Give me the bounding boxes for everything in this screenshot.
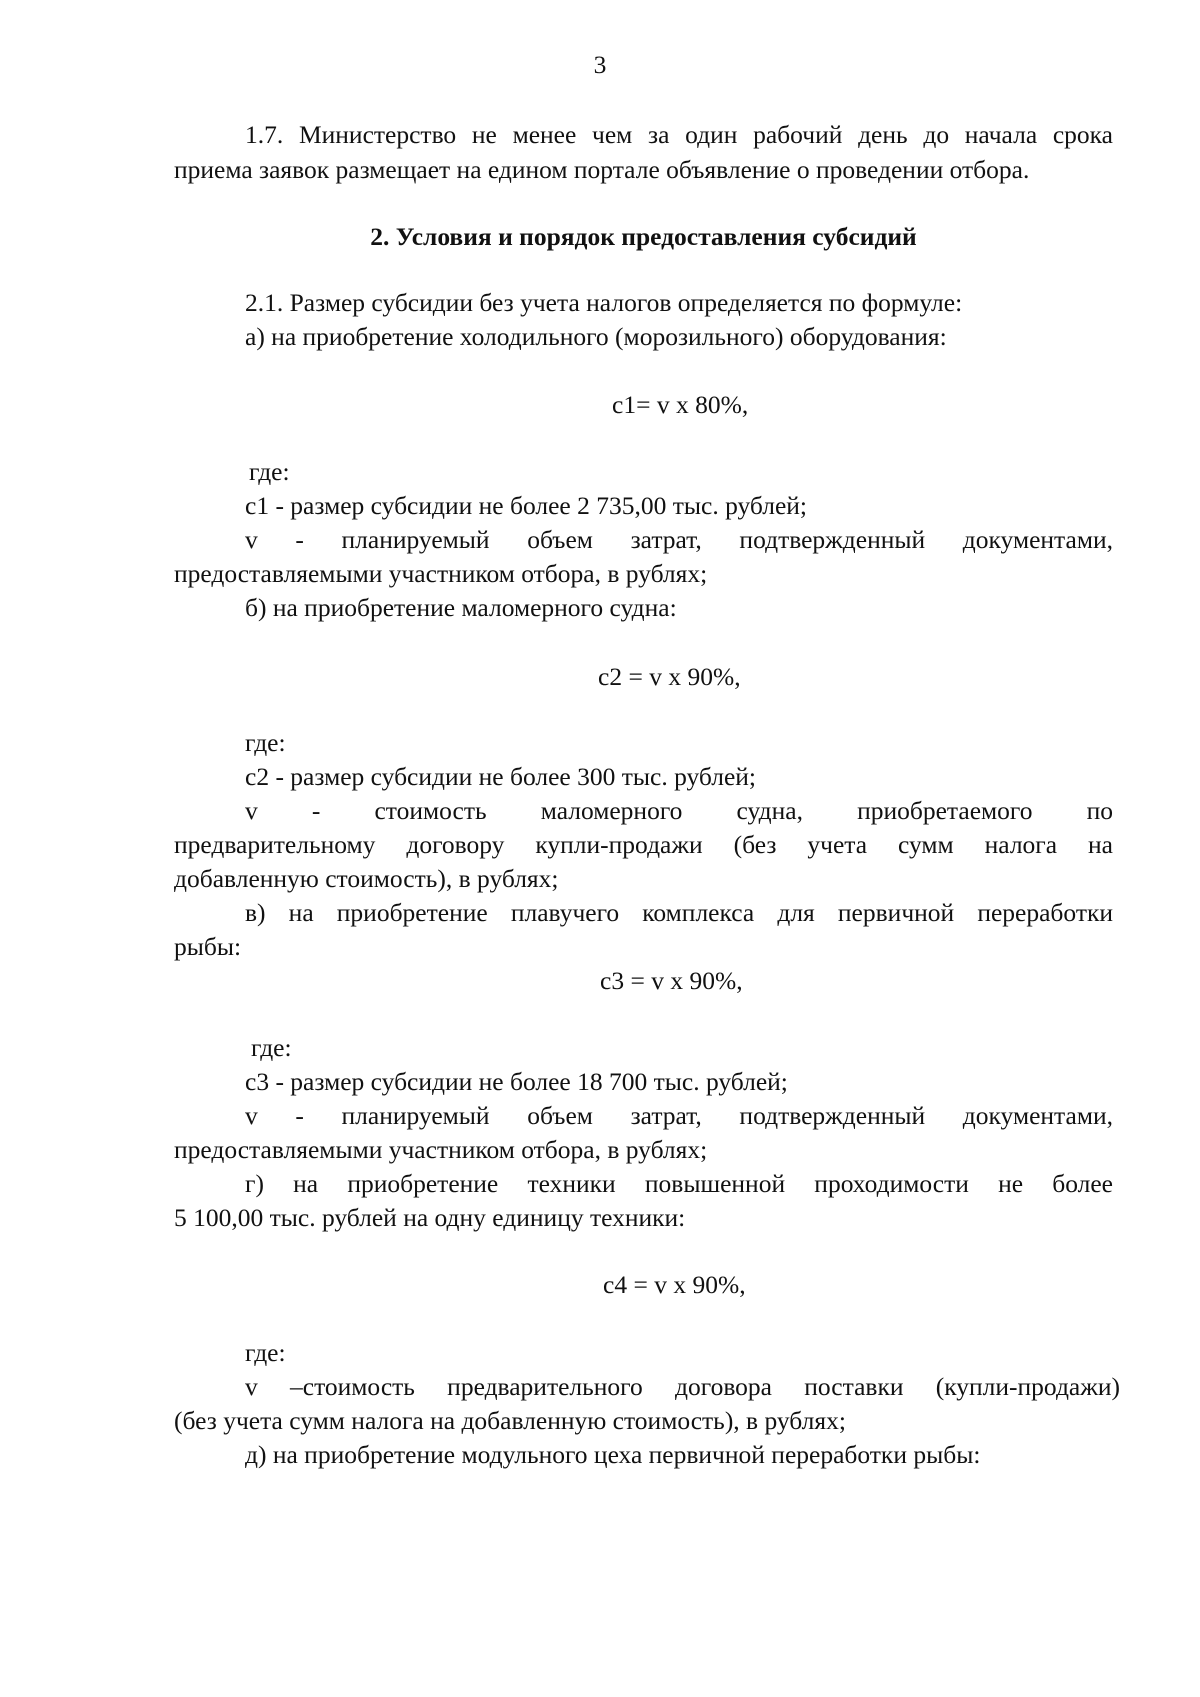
item-d: д) на приобретение модульного цеха первичной переработки рыбы:	[245, 1440, 981, 1469]
item-g-line-2: 5 100,00 тыс. рублей на одну единицу техники:	[174, 1203, 686, 1232]
v2-definition-line-1: v - стоимость маломерного судна, приобретаемого по	[245, 796, 1113, 825]
v3-definition-line-2: предоставляемыми участником отбора, в рублях;	[174, 1135, 708, 1164]
formula-c4: с4 = v х 90%,	[603, 1270, 746, 1299]
item-a: а) на приобретение холодильного (морозильного) оборудования:	[245, 322, 947, 351]
formula-c1: с1= v х 80%,	[612, 390, 749, 419]
c1-definition: с1 - размер субсидии не более 2 735,00 тыс. рублей;	[245, 491, 808, 520]
v2-definition-line-2: предварительному договору купли-продажи (без учета сумм налога на	[174, 830, 1113, 859]
v4-definition-line-2: (без учета сумм налога на добавленную стоимость), в рублях;	[174, 1406, 846, 1435]
formula-c2: с2 = v х 90%,	[598, 662, 741, 691]
section-2-heading: 2. Условия и порядок предоставления субсидий	[370, 222, 917, 251]
c2-definition: с2 - размер субсидии не более 300 тыс. рублей;	[245, 762, 757, 791]
item-v-line-1: в) на приобретение плавучего комплекса для первичной переработки	[245, 898, 1113, 927]
where-label-2: где:	[245, 728, 286, 757]
where-label-3: где:	[251, 1033, 292, 1062]
v1-definition-line-2: предоставляемыми участником отбора, в рублях;	[174, 559, 708, 588]
item-b: б) на приобретение маломерного судна:	[245, 593, 677, 622]
item-g-line-1: г) на приобретение техники повышенной проходимости не более	[245, 1169, 1113, 1198]
v4-definition-line-1: v –стоимость предварительного договора поставки (купли-продажи)	[245, 1372, 1120, 1401]
v3-definition-line-1: v - планируемый объем затрат, подтвержденный документами,	[245, 1101, 1113, 1130]
item-v-line-2: рыбы:	[174, 932, 242, 961]
formula-c3: с3 = v х 90%,	[600, 966, 743, 995]
page-number: 3	[593, 50, 607, 79]
paragraph-2-1: 2.1. Размер субсидии без учета налогов определяется по формуле:	[245, 288, 963, 317]
v1-definition-line-1: v - планируемый объем затрат, подтвержденный документами,	[245, 525, 1113, 554]
paragraph-1-7-line-2: приема заявок размещает на едином портале объявление о проведении отбора.	[174, 155, 1030, 184]
where-label-4: где:	[245, 1338, 286, 1367]
c3-definition: с3 - размер субсидии не более 18 700 тыс. рублей;	[245, 1067, 788, 1096]
paragraph-1-7-line-1: 1.7. Министерство не менее чем за один рабочий день до начала срока	[245, 120, 1113, 149]
where-label-1: где:	[249, 457, 290, 486]
v2-definition-line-3: добавленную стоимость), в рублях;	[174, 864, 559, 893]
